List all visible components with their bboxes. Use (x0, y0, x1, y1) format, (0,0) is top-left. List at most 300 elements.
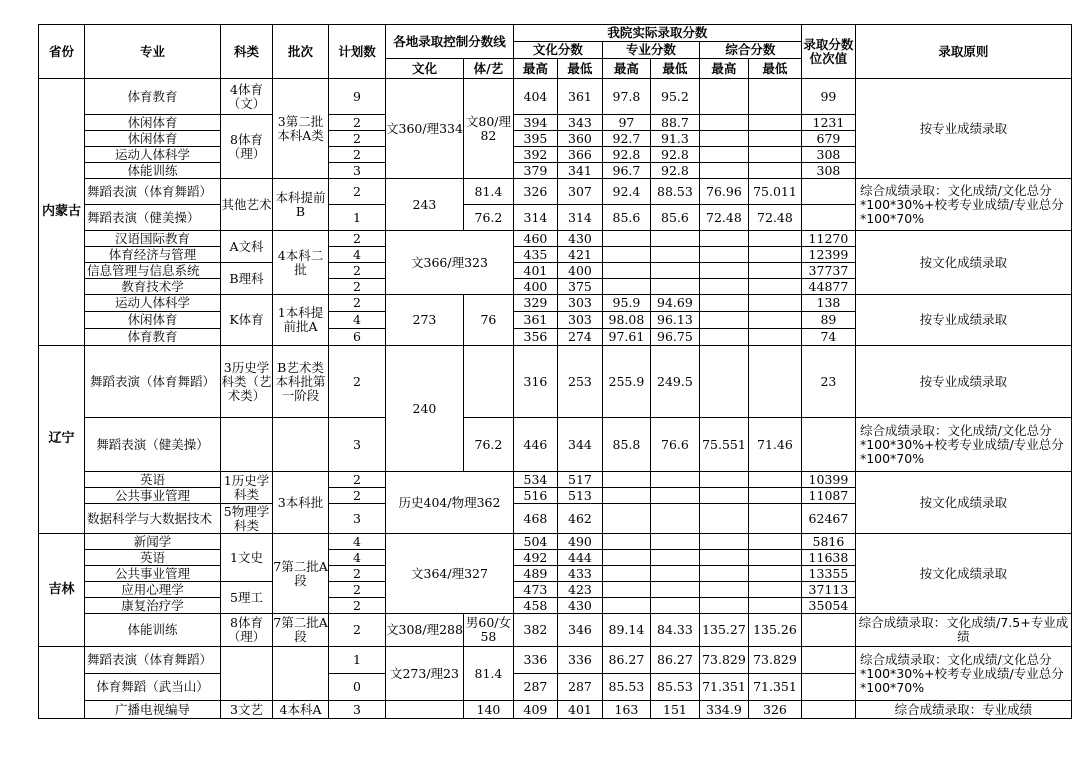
comp-min-cell (748, 247, 801, 263)
culture-max-cell: 356 (513, 329, 557, 346)
header-province: 省份 (39, 25, 85, 79)
comp-min-cell (748, 115, 801, 131)
prof-max-cell (602, 488, 650, 504)
control-pe-cell: 76.2 (463, 418, 513, 472)
province-cell: 内蒙古 (39, 79, 85, 346)
prof-min-cell (650, 488, 699, 504)
header-prof-group: 专业分数 (602, 42, 699, 59)
batch-cell: 本科提前B (273, 179, 329, 231)
culture-min-cell: 303 (557, 312, 602, 329)
prof-min-cell (650, 598, 699, 614)
comp-max-cell (699, 312, 748, 329)
prof-min-cell: 91.3 (650, 131, 699, 147)
plan-cell: 2 (329, 614, 386, 647)
batch-cell: 3本科批 (273, 472, 329, 534)
rank-cell: 1231 (801, 115, 855, 131)
culture-min-cell: 423 (557, 582, 602, 598)
prof-min-cell (650, 263, 699, 279)
prof-min-cell: 92.8 (650, 147, 699, 163)
comp-max-cell (699, 598, 748, 614)
prof-min-cell (650, 504, 699, 534)
comp-max-cell (699, 279, 748, 295)
plan-cell: 0 (329, 674, 386, 701)
culture-max-cell: 316 (513, 346, 557, 418)
plan-cell: 2 (329, 566, 386, 582)
plan-cell: 4 (329, 312, 386, 329)
rank-cell: 44877 (801, 279, 855, 295)
culture-max-cell: 314 (513, 205, 557, 231)
comp-max-cell (699, 79, 748, 115)
admission-score-table (38, 24, 1072, 719)
culture-min-cell: 307 (557, 179, 602, 205)
subject-cell (221, 418, 273, 472)
major-cell: 体育经济与管理 (85, 247, 221, 263)
comp-max-cell (699, 472, 748, 488)
comp-max-cell: 71.351 (699, 674, 748, 701)
subject-cell: 5理工 (221, 582, 273, 614)
major-cell: 体育舞蹈（武当山） (85, 674, 221, 701)
prof-min-cell: 84.33 (650, 614, 699, 647)
rank-cell: 11638 (801, 550, 855, 566)
prof-max-cell: 85.6 (602, 205, 650, 231)
culture-min-cell: 360 (557, 131, 602, 147)
comp-min-cell (748, 598, 801, 614)
rank-cell (801, 647, 855, 674)
prof-max-cell: 163 (602, 701, 650, 719)
prof-max-cell (602, 598, 650, 614)
rank-cell (801, 418, 855, 472)
prof-min-cell: 94.69 (650, 295, 699, 312)
culture-max-cell: 534 (513, 472, 557, 488)
table-row (39, 295, 1072, 312)
comp-min-cell (748, 582, 801, 598)
rank-cell: 138 (801, 295, 855, 312)
culture-min-cell: 303 (557, 295, 602, 312)
prof-max-cell (602, 263, 650, 279)
comp-min-cell (748, 504, 801, 534)
comp-max-cell: 135.27 (699, 614, 748, 647)
culture-max-cell: 409 (513, 701, 557, 719)
prof-min-cell (650, 534, 699, 550)
comp-max-cell (699, 263, 748, 279)
rank-cell: 37113 (801, 582, 855, 598)
comp-min-cell: 73.829 (748, 647, 801, 674)
table-body (39, 79, 1072, 719)
major-cell: 舞蹈表演（健美操） (85, 205, 221, 231)
batch-cell: 4本科A (273, 701, 329, 719)
prof-max-cell: 89.14 (602, 614, 650, 647)
rank-cell (801, 674, 855, 701)
comp-max-cell: 72.48 (699, 205, 748, 231)
batch-cell: 1本科提前批A (273, 295, 329, 346)
culture-max-cell: 458 (513, 598, 557, 614)
subject-cell: 4体育（文） (221, 79, 273, 115)
comp-max-cell (699, 295, 748, 312)
major-cell: 体能训练 (85, 614, 221, 647)
plan-cell: 3 (329, 418, 386, 472)
plan-cell: 2 (329, 582, 386, 598)
table-row (39, 179, 1072, 205)
prof-max-cell: 98.08 (602, 312, 650, 329)
header-plan: 计划数 (329, 25, 386, 79)
prof-max-cell: 92.4 (602, 179, 650, 205)
plan-cell: 3 (329, 701, 386, 719)
table-row (39, 418, 1072, 472)
plan-cell: 9 (329, 79, 386, 115)
plan-cell: 2 (329, 295, 386, 312)
subject-cell: 3历史学科类（艺术类） (221, 346, 273, 418)
comp-max-cell: 334.9 (699, 701, 748, 719)
principle-cell: 综合成绩录取：文化成绩/文化总分*100*30%+校考专业成绩/专业总分*100*70% (855, 418, 1071, 472)
prof-min-cell: 76.6 (650, 418, 699, 472)
comp-max-cell (699, 147, 748, 163)
rank-cell: 62467 (801, 504, 855, 534)
batch-cell (273, 418, 329, 472)
culture-max-cell: 446 (513, 418, 557, 472)
header-principle: 录取原则 (855, 25, 1071, 79)
comp-max-cell (699, 231, 748, 247)
header-major: 专业 (85, 25, 221, 79)
prof-min-cell: 85.6 (650, 205, 699, 231)
culture-min-cell: 253 (557, 346, 602, 418)
header-c-min: 最低 (557, 59, 602, 79)
principle-cell: 综合成绩录取：文化成绩/7.5+专业成绩 (855, 614, 1071, 647)
table-row (39, 534, 1072, 550)
plan-cell: 2 (329, 279, 386, 295)
prof-min-cell: 95.2 (650, 79, 699, 115)
prof-min-cell (650, 582, 699, 598)
prof-max-cell (602, 504, 650, 534)
header-college-score: 我院实际录取分数 (513, 25, 801, 42)
culture-max-cell: 504 (513, 534, 557, 550)
major-cell: 信息管理与信息系统 (85, 263, 221, 279)
prof-max-cell (602, 279, 650, 295)
batch-cell: 7第二批A段 (273, 614, 329, 647)
rank-cell: 37737 (801, 263, 855, 279)
prof-min-cell: 249.5 (650, 346, 699, 418)
prof-max-cell: 85.8 (602, 418, 650, 472)
prof-min-cell: 92.8 (650, 163, 699, 179)
comp-min-cell (748, 163, 801, 179)
prof-min-cell (650, 566, 699, 582)
prof-max-cell: 85.53 (602, 674, 650, 701)
comp-min-cell: 71.46 (748, 418, 801, 472)
culture-min-cell: 430 (557, 231, 602, 247)
plan-cell: 2 (329, 179, 386, 205)
batch-cell: B艺术类本科批第一阶段 (273, 346, 329, 418)
prof-min-cell (650, 231, 699, 247)
culture-max-cell: 404 (513, 79, 557, 115)
culture-max-cell: 394 (513, 115, 557, 131)
major-cell: 休闲体育 (85, 115, 221, 131)
batch-cell: 7第二批A段 (273, 534, 329, 614)
culture-min-cell: 513 (557, 488, 602, 504)
plan-cell: 2 (329, 131, 386, 147)
principle-cell: 按专业成绩录取 (855, 79, 1071, 179)
culture-min-cell: 401 (557, 701, 602, 719)
culture-max-cell: 489 (513, 566, 557, 582)
header-control-line: 各地录取控制分数线 (386, 25, 514, 59)
header-subject: 科类 (221, 25, 273, 79)
control-pe-cell: 文80/理82 (463, 79, 513, 179)
comp-min-cell (748, 312, 801, 329)
control-culture-cell: 文364/理327 (386, 534, 514, 614)
rank-cell (801, 701, 855, 719)
control-culture-cell: 文308/理288 (386, 614, 464, 647)
comp-min-cell (748, 295, 801, 312)
major-cell: 公共事业管理 (85, 488, 221, 504)
comp-max-cell (699, 582, 748, 598)
subject-cell: 其他艺术 (221, 179, 273, 231)
plan-cell: 6 (329, 329, 386, 346)
prof-min-cell: 85.53 (650, 674, 699, 701)
table-row (39, 79, 1072, 115)
principle-cell: 按文化成绩录取 (855, 472, 1071, 534)
major-cell: 英语 (85, 472, 221, 488)
comp-min-cell (748, 279, 801, 295)
plan-cell: 2 (329, 598, 386, 614)
culture-min-cell: 400 (557, 263, 602, 279)
subject-cell: A文科 (221, 231, 273, 263)
rank-cell: 12399 (801, 247, 855, 263)
plan-cell: 3 (329, 504, 386, 534)
comp-min-cell: 72.48 (748, 205, 801, 231)
culture-max-cell: 392 (513, 147, 557, 163)
subject-cell: 1文史 (221, 534, 273, 582)
comp-min-cell (748, 131, 801, 147)
plan-cell: 1 (329, 647, 386, 674)
prof-min-cell: 96.13 (650, 312, 699, 329)
comp-min-cell: 71.351 (748, 674, 801, 701)
table-row (39, 231, 1072, 247)
comp-min-cell (748, 488, 801, 504)
major-cell: 体能训练 (85, 163, 221, 179)
header-control-culture: 文化 (386, 59, 464, 79)
plan-cell: 2 (329, 263, 386, 279)
comp-min-cell (748, 263, 801, 279)
prof-min-cell (650, 550, 699, 566)
prof-max-cell: 86.27 (602, 647, 650, 674)
rank-cell: 11087 (801, 488, 855, 504)
major-cell: 康复治疗学 (85, 598, 221, 614)
header-p-min: 最低 (650, 59, 699, 79)
prof-min-cell (650, 472, 699, 488)
rank-cell: 99 (801, 79, 855, 115)
culture-max-cell: 326 (513, 179, 557, 205)
table-row (39, 647, 1072, 674)
control-culture-cell (386, 701, 464, 719)
culture-max-cell: 287 (513, 674, 557, 701)
comp-min-cell (748, 550, 801, 566)
culture-max-cell: 379 (513, 163, 557, 179)
prof-min-cell: 88.53 (650, 179, 699, 205)
prof-min-cell: 96.75 (650, 329, 699, 346)
header-p-max: 最高 (602, 59, 650, 79)
header-c-max: 最高 (513, 59, 557, 79)
prof-min-cell: 88.7 (650, 115, 699, 131)
control-culture-cell: 文273/理23 (386, 647, 464, 701)
prof-max-cell (602, 231, 650, 247)
comp-min-cell: 326 (748, 701, 801, 719)
rank-cell: 89 (801, 312, 855, 329)
rank-cell: 5816 (801, 534, 855, 550)
subject-cell: 8体育（理） (221, 614, 273, 647)
plan-cell: 2 (329, 115, 386, 131)
rank-cell (801, 205, 855, 231)
principle-cell: 综合成绩录取：专业成绩 (855, 701, 1071, 719)
culture-max-cell: 361 (513, 312, 557, 329)
header-control-pe: 体/艺 (463, 59, 513, 79)
culture-min-cell: 421 (557, 247, 602, 263)
principle-cell: 综合成绩录取：文化成绩/文化总分*100*30%+校考专业成绩/专业总分*100*70% (855, 179, 1071, 231)
principle-cell: 按文化成绩录取 (855, 231, 1071, 295)
control-culture-cell: 273 (386, 295, 464, 346)
major-cell: 公共事业管理 (85, 566, 221, 582)
comp-max-cell (699, 488, 748, 504)
prof-max-cell: 96.7 (602, 163, 650, 179)
comp-min-cell (748, 472, 801, 488)
major-cell: 应用心理学 (85, 582, 221, 598)
prof-max-cell (602, 247, 650, 263)
comp-max-cell (699, 163, 748, 179)
rank-cell: 23 (801, 346, 855, 418)
prof-max-cell: 95.9 (602, 295, 650, 312)
plan-cell: 2 (329, 488, 386, 504)
culture-max-cell: 516 (513, 488, 557, 504)
major-cell: 舞蹈表演（体育舞蹈） (85, 647, 221, 674)
major-cell: 新闻学 (85, 534, 221, 550)
subject-cell (221, 647, 273, 701)
comp-max-cell: 73.829 (699, 647, 748, 674)
table-row (39, 614, 1072, 647)
rank-cell: 308 (801, 163, 855, 179)
comp-min-cell (748, 231, 801, 247)
culture-min-cell: 375 (557, 279, 602, 295)
province-cell: 吉林 (39, 534, 85, 647)
control-pe-cell: 140 (463, 701, 513, 719)
comp-min-cell (748, 346, 801, 418)
comp-max-cell (699, 131, 748, 147)
culture-min-cell: 314 (557, 205, 602, 231)
culture-max-cell: 468 (513, 504, 557, 534)
rank-cell: 11270 (801, 231, 855, 247)
table-header (39, 25, 1072, 79)
comp-min-cell (748, 79, 801, 115)
subject-cell: B理科 (221, 263, 273, 295)
culture-min-cell: 287 (557, 674, 602, 701)
comp-min-cell (748, 329, 801, 346)
control-pe-cell: 76.2 (463, 205, 513, 231)
culture-max-cell: 336 (513, 647, 557, 674)
culture-min-cell: 366 (557, 147, 602, 163)
major-cell: 教育技术学 (85, 279, 221, 295)
culture-min-cell: 336 (557, 647, 602, 674)
control-culture-cell: 文360/理334 (386, 79, 464, 179)
admission-table-container (38, 24, 1072, 719)
comp-max-cell (699, 566, 748, 582)
culture-max-cell: 382 (513, 614, 557, 647)
rank-cell: 35054 (801, 598, 855, 614)
culture-min-cell: 343 (557, 115, 602, 131)
rank-cell (801, 614, 855, 647)
subject-cell: 5物理学科类 (221, 504, 273, 534)
header-z-min: 最低 (748, 59, 801, 79)
comp-min-cell (748, 566, 801, 582)
comp-min-cell: 135.26 (748, 614, 801, 647)
culture-min-cell: 341 (557, 163, 602, 179)
comp-min-cell (748, 147, 801, 163)
header-comp-group: 综合分数 (699, 42, 801, 59)
culture-max-cell: 492 (513, 550, 557, 566)
plan-cell: 3 (329, 163, 386, 179)
culture-min-cell: 346 (557, 614, 602, 647)
control-pe-cell (463, 346, 513, 418)
culture-max-cell: 329 (513, 295, 557, 312)
major-cell: 运动人体科学 (85, 295, 221, 312)
control-pe-cell: 81.4 (463, 647, 513, 701)
principle-cell: 按文化成绩录取 (855, 534, 1071, 614)
comp-max-cell: 75.551 (699, 418, 748, 472)
culture-min-cell: 433 (557, 566, 602, 582)
table-row (39, 346, 1072, 418)
prof-max-cell: 97.8 (602, 79, 650, 115)
province-cell (39, 647, 85, 719)
major-cell: 休闲体育 (85, 312, 221, 329)
plan-cell: 4 (329, 550, 386, 566)
subject-cell: 8体育（理） (221, 115, 273, 179)
major-cell: 舞蹈表演（健美操） (85, 418, 221, 472)
prof-min-cell: 151 (650, 701, 699, 719)
major-cell: 体育教育 (85, 329, 221, 346)
control-pe-cell: 男60/女58 (463, 614, 513, 647)
principle-cell: 按专业成绩录取 (855, 295, 1071, 346)
plan-cell: 2 (329, 231, 386, 247)
prof-max-cell: 92.8 (602, 147, 650, 163)
prof-max-cell: 255.9 (602, 346, 650, 418)
province-cell: 辽宁 (39, 346, 85, 534)
major-cell: 运动人体科学 (85, 147, 221, 163)
prof-min-cell (650, 279, 699, 295)
culture-max-cell: 395 (513, 131, 557, 147)
control-culture-cell: 243 (386, 179, 464, 231)
major-cell: 休闲体育 (85, 131, 221, 147)
control-culture-cell: 240 (386, 346, 464, 472)
culture-max-cell: 473 (513, 582, 557, 598)
major-cell: 舞蹈表演（体育舞蹈） (85, 179, 221, 205)
major-cell: 英语 (85, 550, 221, 566)
major-cell: 数据科学与大数据技术 (85, 504, 221, 534)
plan-cell: 2 (329, 472, 386, 488)
prof-max-cell (602, 534, 650, 550)
plan-cell: 4 (329, 247, 386, 263)
culture-min-cell: 344 (557, 418, 602, 472)
subject-cell: 1历史学科类 (221, 472, 273, 504)
control-pe-cell: 76 (463, 295, 513, 346)
header-rank: 录取分数位次值 (801, 25, 855, 79)
culture-min-cell: 274 (557, 329, 602, 346)
prof-max-cell (602, 566, 650, 582)
prof-max-cell: 92.7 (602, 131, 650, 147)
rank-cell: 679 (801, 131, 855, 147)
header-batch: 批次 (273, 25, 329, 79)
rank-cell (801, 179, 855, 205)
culture-min-cell: 517 (557, 472, 602, 488)
major-cell: 舞蹈表演（体育舞蹈） (85, 346, 221, 418)
prof-max-cell (602, 472, 650, 488)
comp-max-cell (699, 346, 748, 418)
culture-min-cell: 462 (557, 504, 602, 534)
comp-max-cell (699, 534, 748, 550)
